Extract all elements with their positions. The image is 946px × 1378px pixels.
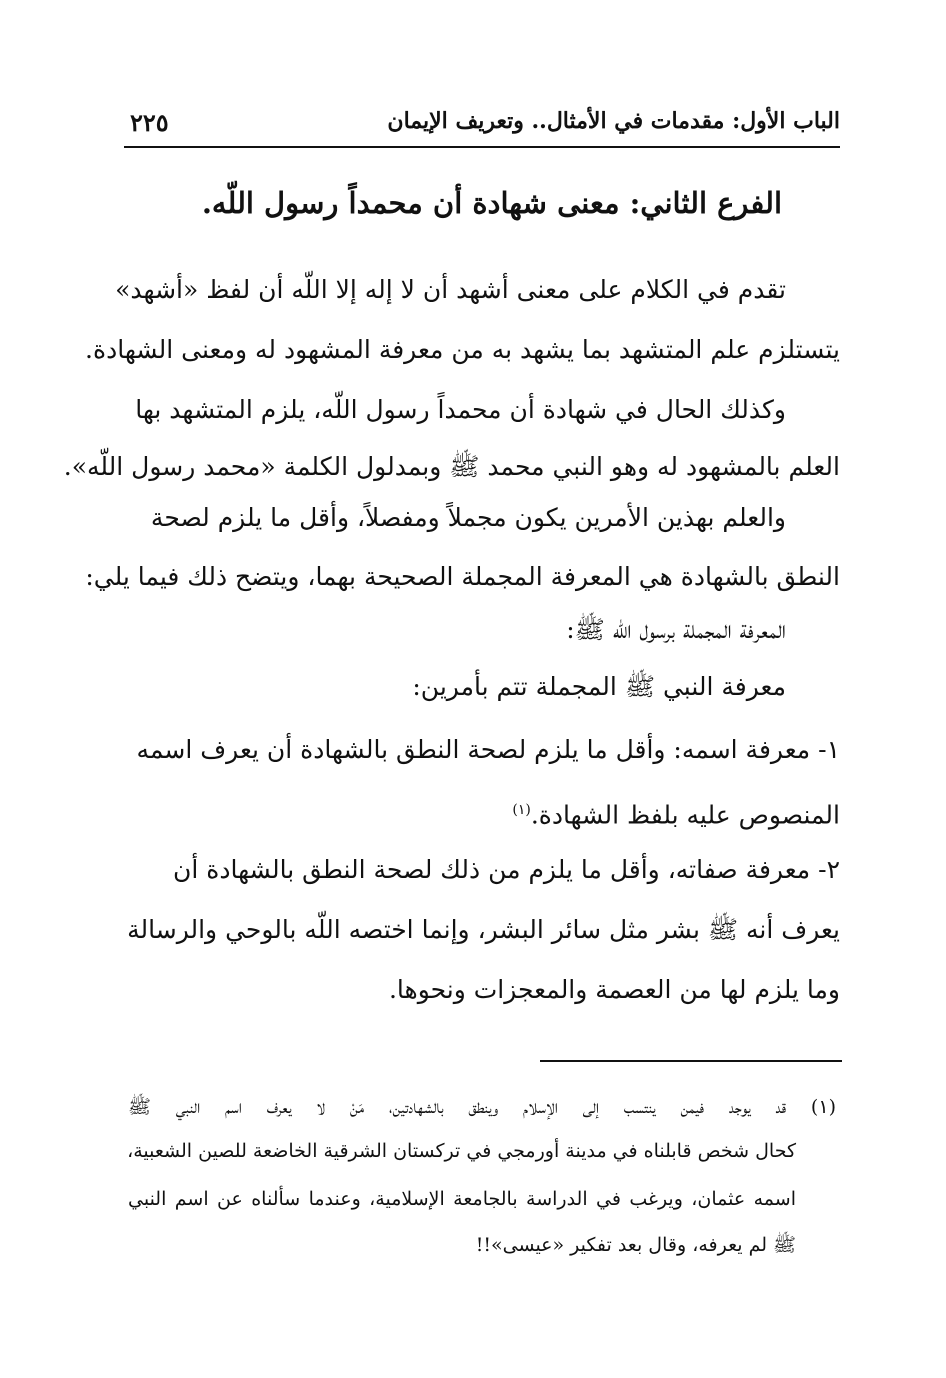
footnote-line: ﷺ لم يعرفه، وقال بعد تفكير «عيسى»!! bbox=[475, 1234, 796, 1256]
page-number: ٢٢٥ bbox=[130, 108, 169, 137]
body-line: والعلم بهذين الأمرين يكون مجملاً ومفصلاً، وأقل ما يلزم لصحة bbox=[150, 503, 786, 532]
body-line-with-footnote bbox=[512, 790, 840, 830]
running-header bbox=[124, 108, 840, 148]
footnote-separator bbox=[540, 1060, 842, 1062]
footnote-marker: (١) bbox=[512, 802, 531, 818]
body-line: وما يلزم لها من العصمة والمعجزات ونحوها. bbox=[388, 975, 840, 1004]
body-line: يتستلزم علم المتشهد بما يشهد به من معرفة المشهود له ومعنى الشهادة. bbox=[85, 335, 840, 364]
footnote-line: (١) قد يوجد فيمن ينتسب إلى الإسلام وينطق بالشهادتين، مَنْ لا يعرف اسم النبي ﷺ bbox=[128, 1096, 836, 1118]
footnote-line: كحال شخص قابلناه في مدينة أورمجي في تركستان الشرقية الخاضعة للصين الشعبية، bbox=[127, 1140, 796, 1162]
header-rule bbox=[124, 146, 840, 148]
body-line: ١- معرفة اسمه: وأقل ما يلزم لصحة النطق بالشهادة أن يعرف اسمه bbox=[136, 735, 840, 764]
section-heading: الفرع الثاني: معنى شهادة أن محمداً رسول اللّه. bbox=[201, 186, 782, 220]
body-line-text: المنصوص عليه بلفظ الشهادة. bbox=[530, 800, 840, 830]
body-line: العلم بالمشهود له وهو النبي محمد ﷺ وبمدلول الكلمة «محمد رسول اللّه». bbox=[63, 452, 840, 481]
chapter-title: الباب الأول: مقدمات في الأمثال.. وتعريف الإيمان bbox=[387, 108, 840, 134]
body-line: يعرف أنه ﷺ بشر مثل سائر البشر، وإنما اختصه اللّه بالوحي والرسالة bbox=[127, 915, 840, 944]
body-line: وكذلك الحال في شهادة أن محمداً رسول اللّه، يلزم المتشهد بها bbox=[135, 395, 786, 424]
body-line: تقدم في الكلام على معنى أشهد أن لا إله إلا اللّه أن لفظ «أشهد» bbox=[115, 275, 786, 304]
body-line: ٢- معرفة صفاته، وأقل ما يلزم من ذلك لصحة النطق بالشهادة أن bbox=[173, 855, 840, 884]
body-line: المعرفة المجملة برسول اللّه ﷺ: bbox=[566, 615, 786, 644]
body-line: النطق بالشهادة هي المعرفة المجملة الصحيحة بهما، ويتضح ذلك فيما يلي: bbox=[85, 562, 840, 591]
footnote-line: اسمه عثمان، ويرغب في الدراسة بالجامعة الإسلامية، وعندما سألناه عن اسم النبي bbox=[128, 1188, 796, 1210]
body-line: معرفة النبي ﷺ المجملة تتم بأمرين: bbox=[412, 672, 786, 701]
